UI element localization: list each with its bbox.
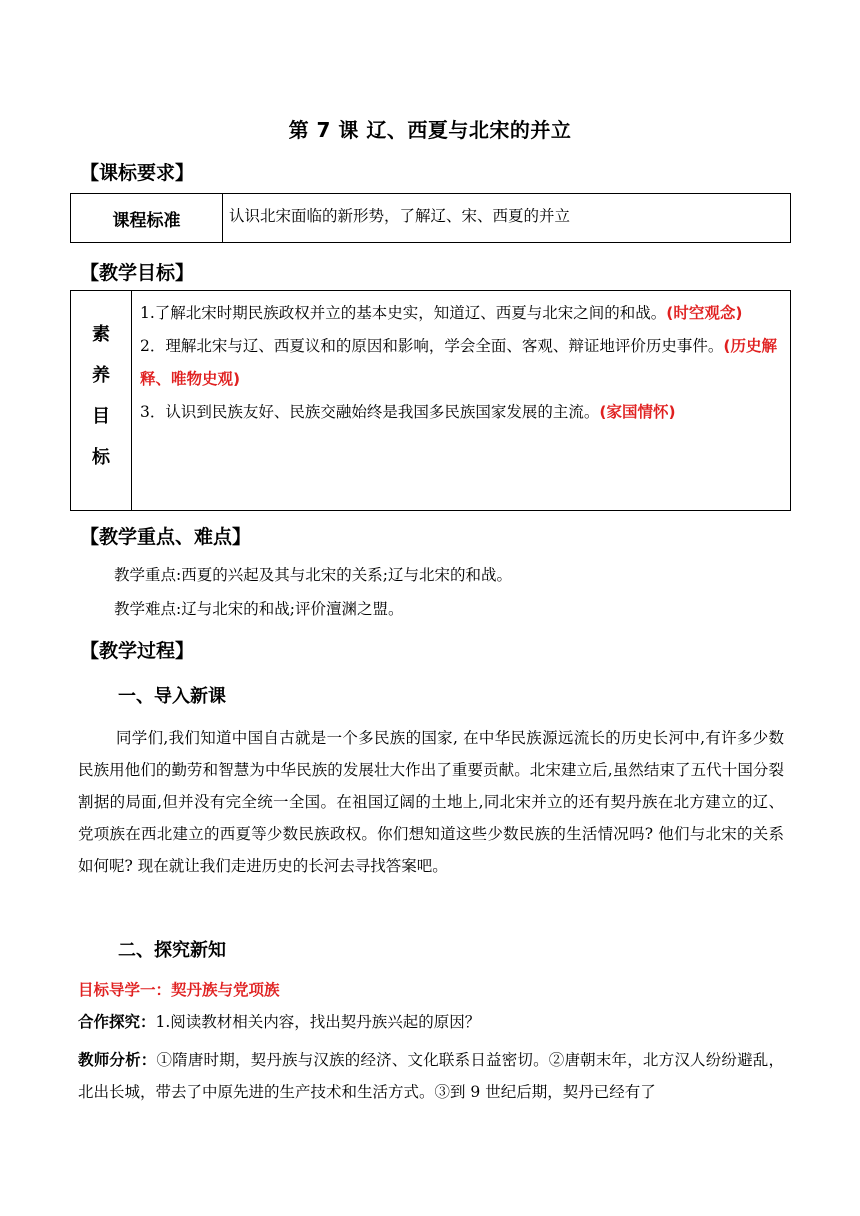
section-heading-kebiao: 【课标要求】 (80, 162, 195, 184)
page-title: 第 7 课 辽、西夏与北宋的并立 (288, 118, 572, 142)
goals-label-char: 养 (92, 365, 110, 386)
goal-item-2 (140, 330, 782, 396)
goal-item-1 (140, 297, 782, 330)
teacher-label: 教师分析： (78, 1051, 157, 1069)
part1-heading: 一、导入新课 (118, 686, 226, 707)
section-heading-guocheng: 【教学过程】 (80, 640, 195, 662)
goal-tag: (历史解释、唯物史观) (140, 337, 777, 388)
goal-text: 1.了解北宋时期民族政权并立的基本史实，知道辽、西夏与北宋之间的和战。 (140, 304, 667, 322)
coop-label: 合作探究： (78, 1013, 156, 1031)
key-point-text: 教学重点:西夏的兴起及其与北宋的关系;辽与北宋的和战。 (114, 566, 512, 584)
difficult-point-text: 教学难点:辽与北宋的和战;评价澶渊之盟。 (114, 600, 404, 618)
curriculum-standard-table (70, 193, 791, 243)
teaching-goals-table (70, 290, 791, 511)
goal-item-3 (140, 396, 782, 429)
intro-paragraph: 同学们,我们知道中国自古就是一个多民族的国家, 在中华民族源远流长的历史长河中,有许多少数民族用他们的勤劳和智慧为中华民族的发展壮大作出了重要贡献。北宋建立后,虽然结束了五代十国分裂割据的局面,但并没有完全统一全国。在祖国辽阔的土地上,同北宋并立的还有契丹族在北方建立的辽、党项族在西北建立的西夏等少数民族政权。你们想知道这些少数民族的生活情况吗? 他们与北宋的关系如何呢? 现在就让我们走进历史的长河去寻找答案吧。 (78, 729, 784, 875)
section-heading-zhongdian: 【教学重点、难点】 (80, 526, 252, 548)
goals-label-char: 标 (92, 447, 110, 468)
goals-text-cell (132, 291, 791, 511)
goals-label-cell (71, 291, 132, 511)
goal-tag: (家国情怀) (599, 403, 676, 421)
part2-heading: 二、探究新知 (118, 940, 226, 961)
goals-label-char: 素 (92, 324, 110, 345)
coop-text: 1.阅读教材相关内容，找出契丹族兴起的原因？ (155, 1013, 481, 1031)
standard-label: 课程标准 (71, 194, 223, 243)
goal1-heading: 目标导学一：契丹族与党项族 (78, 981, 280, 999)
goals-label-char: 目 (92, 406, 110, 427)
section-heading-mubiao: 【教学目标】 (80, 262, 195, 284)
goal-tag: (时空观念) (666, 304, 743, 322)
goal-text: 3．认识到民族友好、民族交融始终是我国多民族国家发展的主流。 (140, 403, 600, 421)
standard-text: 认识北宋面临的新形势，了解辽、宋、西夏的并立 (223, 194, 791, 243)
teacher-text: ①隋唐时期，契丹族与汉族的经济、文化联系日益密切。②唐朝末年，北方汉人纷纷避乱，北出长城，带去了中原先进的生产技术和生活方式。③到 9 世纪后期，契丹已经有了 (78, 1051, 784, 1101)
teacher-analysis (78, 1044, 784, 1108)
coop-line (78, 1011, 480, 1033)
goal-text: 2．理解北宋与辽、西夏议和的原因和影响，学会全面、客观、辩证地评价历史事件。 (140, 337, 724, 355)
